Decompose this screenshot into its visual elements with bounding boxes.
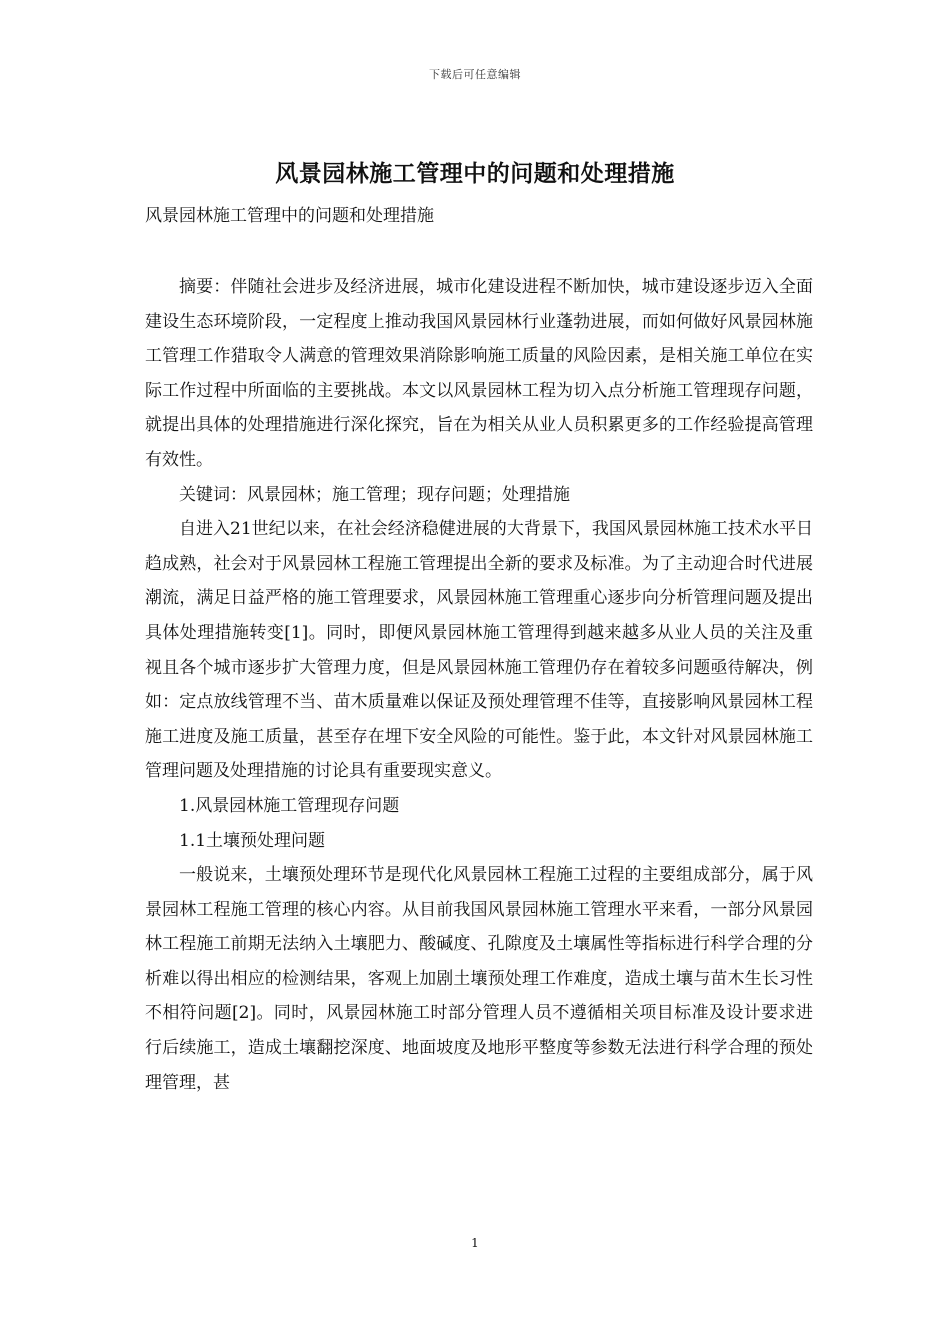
document-subtitle: 风景园林施工管理中的问题和处理措施 — [145, 206, 434, 226]
keywords-paragraph: 关键词：风景园林；施工管理；现存问题；处理措施 — [179, 484, 570, 505]
subsection-heading: 1.1土壤预处理问题 — [179, 830, 326, 851]
intro-paragraph: 自进入21世纪以来，在社会经济稳健进展的大背景下，我国风景园林施工技术水平日趋成熟，社会对于风景园林工程施工管理提出全新的要求及标准。为了主动迎合时代进展潮流，满足日益严格的施工管理要求，风景园林施工管理重心逐步向分析管理问题及提出具体处理措施转变[1]。同时，即便风景园林施工管理得到越来越多从业人员的关注及重视且各个城市逐步扩大管理力度，但是风景园林施工管理仍存在着较多问题亟待解决，例如：定点放线管理不当、苗木质量难以保证及预处理管理不佳等，直接影响风景园林工程施工进度及施工质量，甚至存在埋下安全风险的可能性。鉴于此，本文针对风景园林施工管理问题及处理措施的讨论具有重要现实意义。 — [145, 519, 813, 782]
header-note: 下载后可任意编辑 — [429, 68, 521, 81]
body-paragraph: 一般说来，土壤预处理环节是现代化风景园林工程施工过程的主要组成部分，属于风景园林工程施工管理的核心内容。从目前我国风景园林施工管理水平来看，一部分风景园林工程施工前期无法纳入土壤肥力、酸碱度、孔隙度及土壤属性等指标进行科学合理的分析难以得出相应的检测结果，客观上加剧土壤预处理工作难度，造成土壤与苗木生长习性不相符问题[2]。同时，风景园林施工时部分管理人员不遵循相关项目标准及设计要求进行后续施工，造成土壤翻挖深度、地面坡度及地形平整度等参数无法进行科学合理的预处理管理，甚 — [145, 865, 813, 1093]
section-heading: 1.风景园林施工管理现存问题 — [179, 795, 400, 816]
document-title: 风景园林施工管理中的问题和处理措施 — [275, 160, 675, 187]
abstract-paragraph: 摘要：伴随社会进步及经济进展，城市化建设进程不断加快，城市建设逐步迈入全面建设生态环境阶段，一定程度上推动我国风景园林行业蓬勃进展，而如何做好风景园林施工管理工作猎取令人满意的管理效果消除影响施工质量的风险因素，是相关施工单位在实际工作过程中所面临的主要挑战。本文以风景园林工程为切入点分析施工管理现存问题，就提出具体的处理措施进行深化探究，旨在为相关从业人员积累更多的工作经验提高管理有效性。 — [145, 277, 813, 470]
page-number: 1 — [471, 1236, 479, 1250]
document-body — [145, 270, 813, 1100]
